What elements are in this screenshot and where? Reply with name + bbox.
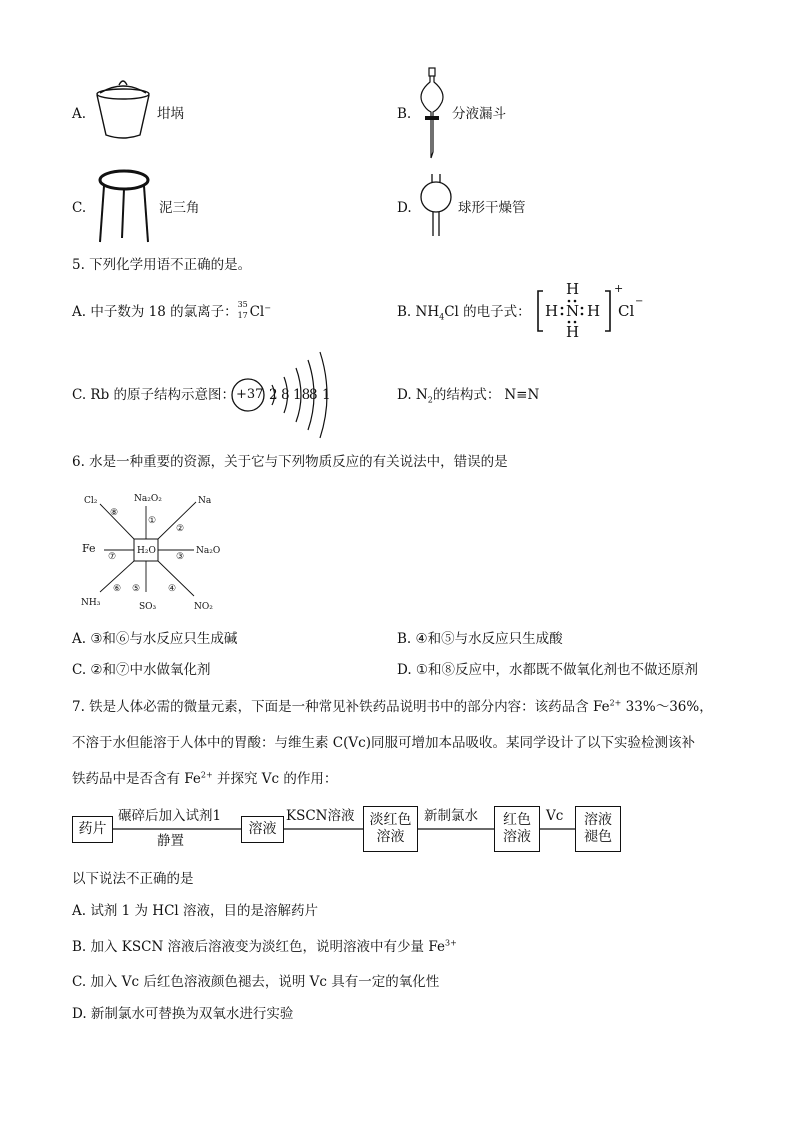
flow-arrow2-label: KSCN溶液 bbox=[286, 808, 355, 824]
label-3: ③ bbox=[176, 552, 185, 562]
q7-line-1b: 33%～36%， bbox=[621, 699, 713, 715]
q5-b-text2: Cl 的电子式： bbox=[444, 304, 531, 320]
option-b-letter: B. bbox=[397, 106, 412, 122]
option-b-label: 分液漏斗 bbox=[452, 106, 506, 122]
flow-arrow1-bottom-label: 静置 bbox=[157, 833, 184, 849]
q7-prompt: 以下说法不正确的是 bbox=[72, 871, 194, 887]
option-d-label: 球形干燥管 bbox=[458, 200, 526, 216]
q6-option-b: B. ④和⑤与水反应只生成酸 bbox=[397, 631, 563, 647]
chloride-symbol: Cl bbox=[618, 302, 635, 320]
q7-option-b-text: B. 加入 KSCN 溶液后溶液变为淡红色，说明溶液中有少量 Fe bbox=[72, 939, 445, 955]
label-4: ④ bbox=[168, 584, 177, 594]
q6-stem: 6. 水是一种重要的资源，关于它与下列物质反应的有关说法中，错误的是 bbox=[72, 454, 508, 470]
nh4-h-left: H bbox=[545, 302, 559, 320]
flow-box5-line1: 溶液 bbox=[584, 812, 612, 828]
label-8: ⑧ bbox=[110, 508, 119, 518]
q7-fe-charge-2: 2+ bbox=[200, 770, 213, 780]
label-2: ② bbox=[176, 524, 185, 534]
option-c-letter: C. bbox=[72, 200, 87, 216]
rb-shell-4: 8 bbox=[309, 387, 318, 403]
q7-line-3a: 铁药品中是否含有 Fe bbox=[72, 771, 201, 787]
q5-a-atomic-number: 17 bbox=[237, 311, 248, 320]
q5-d-text: D. N bbox=[397, 387, 428, 403]
q7-option-b bbox=[72, 938, 457, 956]
rb-shell-1: 2 bbox=[269, 387, 278, 403]
substance-na2o: Na₂O bbox=[196, 546, 221, 556]
chloride-charge: − bbox=[635, 296, 644, 307]
q6-option-c: C. ②和⑦中水做氧化剂 bbox=[72, 662, 211, 678]
q5-b-subscript: 4 bbox=[439, 312, 445, 322]
rb-shell-3: 18 bbox=[293, 387, 311, 403]
q6-option-a: A. ③和⑥与水反应只生成碱 bbox=[72, 631, 238, 647]
flow-box5-line2: 褪色 bbox=[584, 829, 612, 845]
substance-nh3: NH₃ bbox=[81, 598, 101, 608]
rb-shell-5: 1 bbox=[322, 387, 331, 403]
label-1: ① bbox=[148, 516, 157, 526]
nh4-h-right: H bbox=[587, 302, 601, 320]
substance-fe: Fe bbox=[82, 542, 96, 555]
substance-no2: NO₂ bbox=[194, 602, 213, 612]
flow-box-red-solution bbox=[494, 806, 540, 852]
option-a-letter: A. bbox=[72, 106, 87, 122]
q7-option-c: C. 加入 Vc 后红色溶液颜色褪去，说明 Vc 具有一定的氧化性 bbox=[72, 974, 440, 990]
flow-arrow3-label: 新制氯水 bbox=[424, 808, 478, 824]
q5-a-text: A. 中子数为 18 的氯离子： bbox=[72, 304, 238, 320]
substance-na: Na bbox=[198, 496, 212, 506]
option-a-label: 坩埚 bbox=[157, 106, 184, 122]
q7-option-a: A. 试剂 1 为 HCl 溶液，目的是溶解药片 bbox=[72, 903, 319, 919]
flow-box4-line2: 溶液 bbox=[503, 829, 531, 845]
flow-box3-line2: 溶液 bbox=[376, 829, 405, 845]
q7-line-1a: 7. 铁是人体必需的微量元素，下面是一种常见补铁药品说明书中的部分内容：该药品含 Fe bbox=[72, 699, 610, 715]
q5-a-mass-number: 35 bbox=[237, 300, 248, 309]
flow-arrow1-top-label: 碾碎后加入试剂1 bbox=[118, 808, 222, 824]
q5-d-text2: 的结构式： bbox=[432, 387, 501, 403]
label-7: ⑦ bbox=[108, 552, 117, 562]
flow-box-solution: 溶液 bbox=[241, 816, 284, 843]
center-h2o: H₂O bbox=[137, 546, 156, 556]
q7-fe3-charge: 3+ bbox=[444, 938, 457, 948]
q5-a-charge: − bbox=[264, 303, 271, 313]
label-6: ⑥ bbox=[113, 584, 122, 594]
rb-nucleus-charge: +37 bbox=[236, 387, 264, 402]
nh4-h-top: H bbox=[566, 280, 580, 298]
substance-cl2: Cl₂ bbox=[84, 496, 98, 506]
q5-stem: 5. 下列化学用语不正确的是。 bbox=[72, 257, 252, 273]
q5-d-subscript: 2 bbox=[427, 395, 433, 405]
n2-structural-formula: N≡N bbox=[504, 387, 540, 403]
flow-box4-line1: 红色 bbox=[503, 812, 531, 828]
nh4-h-bottom: H bbox=[566, 323, 580, 341]
q6-option-d: D. ①和⑧反应中，水都既不做氧化剂也不做还原剂 bbox=[397, 662, 699, 678]
substance-na2o2: Na₂O₂ bbox=[134, 494, 162, 504]
substance-so3: SO₃ bbox=[139, 602, 157, 612]
q7-line-3b: 并探究 Vc 的作用： bbox=[212, 771, 338, 787]
flow-box-decolorized bbox=[575, 806, 621, 852]
q7-option-d: D. 新制氯水可替换为双氧水进行实验 bbox=[72, 1006, 294, 1022]
flow-box-tablet: 药片 bbox=[72, 816, 113, 843]
q5-a-symbol: Cl bbox=[249, 304, 265, 320]
option-c-label: 泥三角 bbox=[159, 200, 200, 216]
q5-option-c-text: C. Rb 的原子结构示意图： bbox=[72, 387, 236, 403]
flow-box3-line1: 淡红色 bbox=[369, 812, 412, 828]
rb-shell-2: 8 bbox=[281, 387, 290, 403]
flow-box-pale-red-solution bbox=[363, 806, 418, 852]
q7-fe-charge-1: 2+ bbox=[609, 698, 622, 708]
flow-arrow4-label: Vc bbox=[546, 808, 564, 824]
nh4-plus-charge: + bbox=[614, 282, 624, 295]
q5-b-text: B. NH bbox=[397, 304, 440, 320]
q7-line-2: 不溶于水但能溶于人体中的胃酸：与维生素 C(Vc)同服可增加本品吸收。某同学设计了以下实验检测该补 bbox=[72, 735, 695, 751]
option-d-letter: D. bbox=[397, 200, 412, 216]
label-5: ⑤ bbox=[132, 584, 141, 594]
nh4-n: N bbox=[566, 302, 580, 320]
